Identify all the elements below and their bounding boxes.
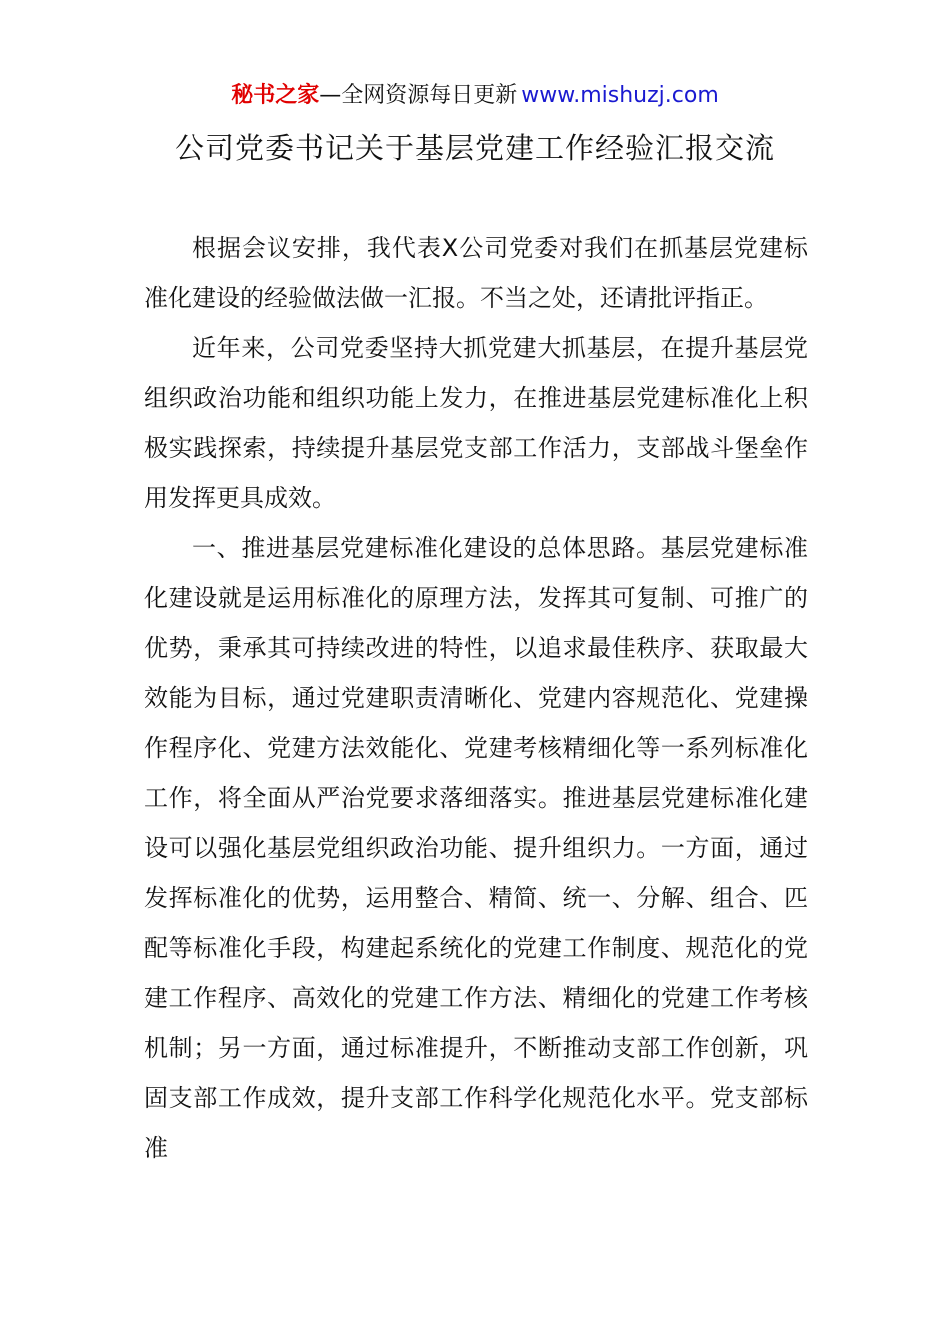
document-title: 公司党委书记关于基层党建工作经验汇报交流 bbox=[174, 131, 775, 165]
paragraph-intro: 根据会议安排，我代表X公司党委对我们在抓基层党建标准化建设的经验做法做一汇报。不当之处，还请批评指正。 bbox=[144, 234, 808, 312]
header-slogan: —全网资源每日更新 bbox=[319, 83, 518, 108]
paragraph-section-one: 一、推进基层党建标准化建设的总体思路。基层党建标准化建设就是运用标准化的原理方法，发挥其可复制、可推广的优势，秉承其可持续改进的特性，以追求最佳秩序、获取最大效能为目标，通过党建职责清晰化、党建内容规范化、党建操作程序化、党建方法效能化、党建考核精细化等一系列标准化工作，将全面从严治党要求落细落实。推进基层党建标准化建设可以强化基层党组织政治功能、提升组织力。一方面，通过发挥标准化的优势，运用整合、精简、统一、分解、组合、匹配等标准化手段，构建起系统化的党建工作制度、规范化的党建工作程序、高效化的党建工作方法、精细化的党建工作考核机制；另一方面，通过标准提升，不断推动支部工作创新，巩固支部工作成效，提升支部工作科学化规范化水平。党支部标准 bbox=[144, 534, 808, 1162]
paragraph-overview: 近年来，公司党委坚持大抓党建大抓基层，在提升基层党组织政治功能和组织功能上发力，在推进基层党建标准化上积极实践探索，持续提升基层党支部工作活力，支部战斗堡垒作用发挥更具成效。 bbox=[144, 334, 808, 512]
brand-name: 秘书之家 bbox=[231, 83, 320, 108]
site-header bbox=[0, 78, 950, 114]
document-body bbox=[144, 223, 808, 1173]
site-url-link[interactable]: www.mishuzj.com bbox=[521, 83, 719, 108]
